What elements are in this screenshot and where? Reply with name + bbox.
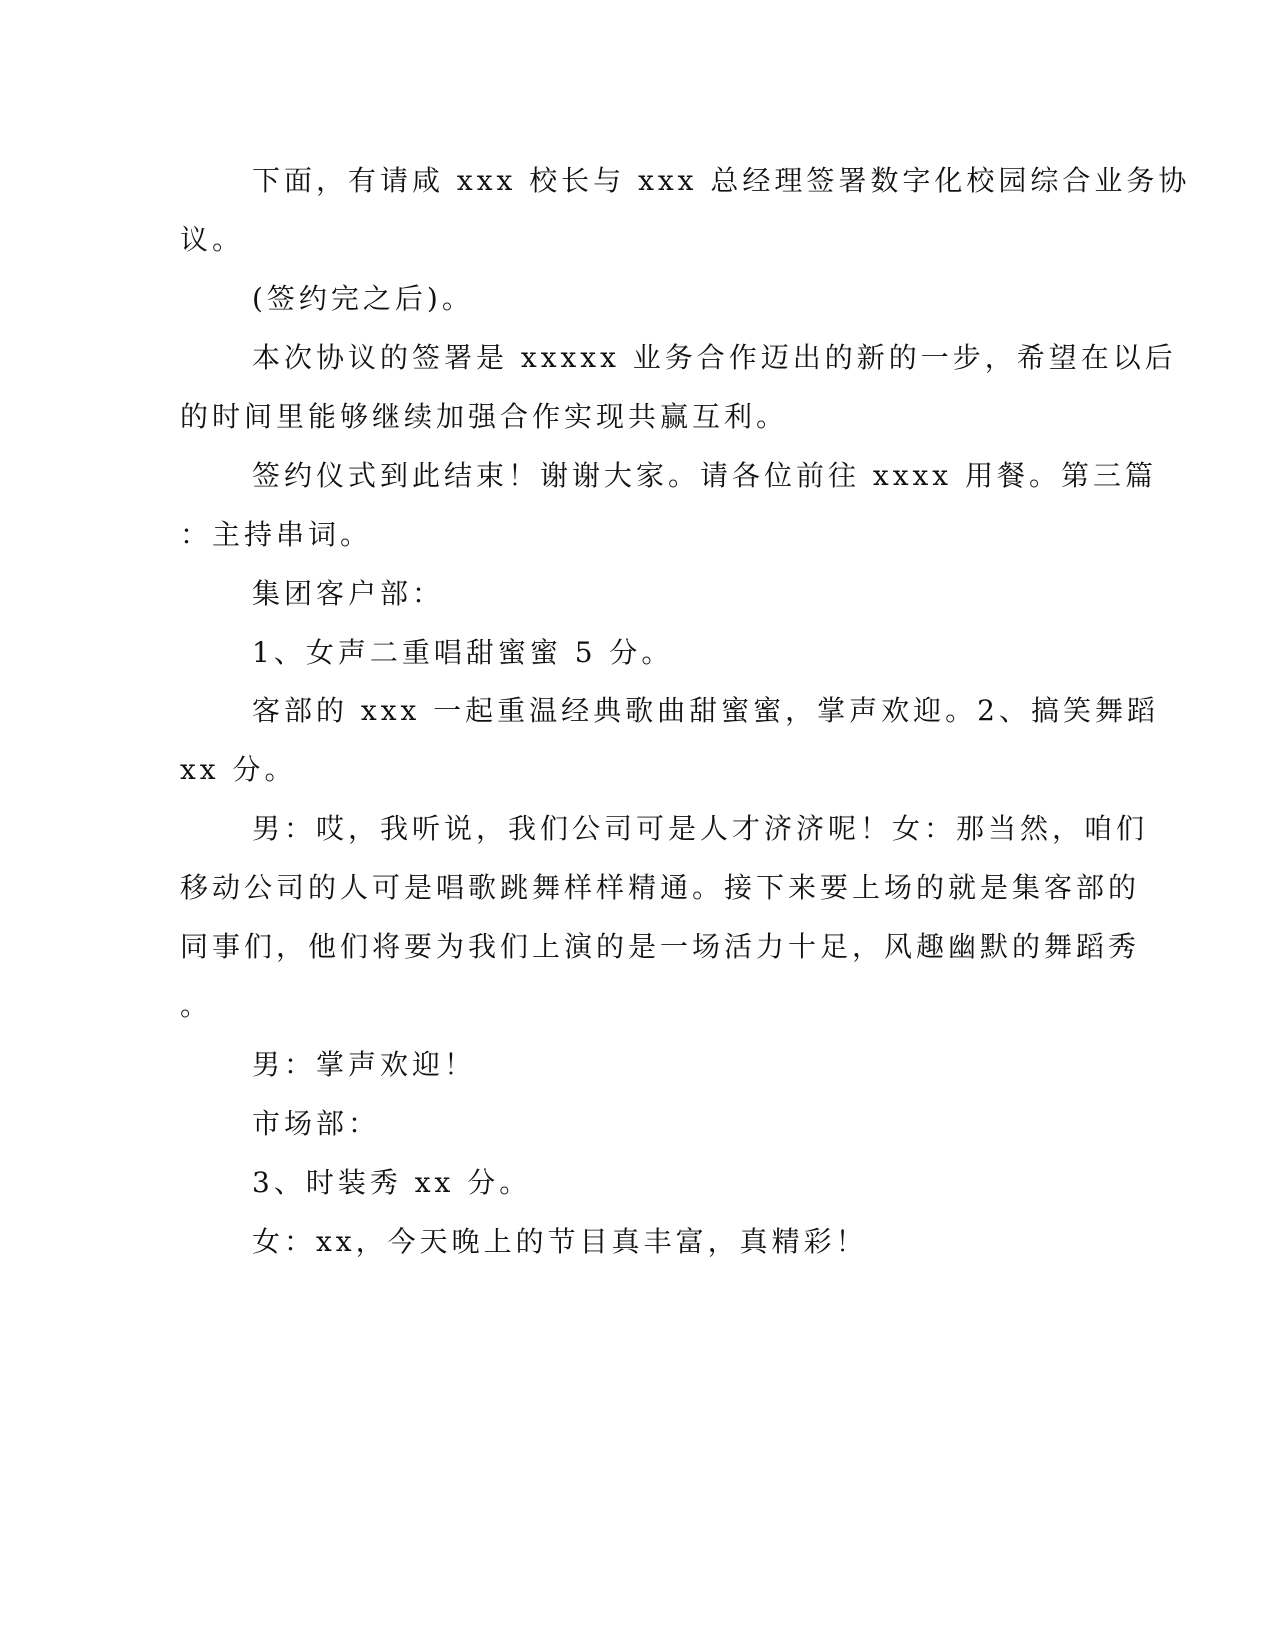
paragraph-line: 签约仪式到此结束！谢谢大家。请各位前往 xxxx 用餐。第三篇 <box>252 459 1157 492</box>
paragraph-line: 1、女声二重唱甜蜜蜜 5 分。 <box>252 636 674 669</box>
paragraph-line: 移动公司的人可是唱歌跳舞样样精通。接下来要上场的就是集客部的 <box>180 871 1141 904</box>
paragraph-line: xx 分。 <box>180 753 297 786</box>
paragraph-line: 市场部： <box>252 1107 381 1140</box>
paragraph-line: 。 <box>180 989 213 1022</box>
paragraph-line: 男：哎，我听说，我们公司可是人才济济呢！女：那当然，咱们 <box>252 812 1149 845</box>
paragraph-line: 男：掌声欢迎！ <box>252 1048 477 1081</box>
paragraph-line: 下面，有请咸 xxx 校长与 xxx 总经理签署数字化校园综合业务协 <box>252 164 1191 197</box>
paragraph-line: 客部的 xxx 一起重温经典歌曲甜蜜蜜，掌声欢迎。2、搞笑舞蹈 <box>252 694 1159 727</box>
paragraph-line: 的时间里能够继续加强合作实现共赢互利。 <box>180 400 789 433</box>
paragraph-line: 3、时装秀 xx 分。 <box>252 1166 532 1199</box>
paragraph-line: 集团客户部： <box>252 577 445 610</box>
paragraph-line: ：主持串词。 <box>180 518 373 551</box>
paragraph-line: 女：xx，今天晚上的节目真丰富，真精彩！ <box>252 1225 868 1258</box>
paragraph-line: (签约完之后)。 <box>252 282 474 315</box>
paragraph-line: 本次协议的签署是 xxxxx 业务合作迈出的新的一步，希望在以后 <box>252 341 1177 374</box>
paragraph-line: 议。 <box>180 223 245 256</box>
paragraph-line: 同事们，他们将要为我们上演的是一场活力十足，风趣幽默的舞蹈秀 <box>180 930 1141 963</box>
